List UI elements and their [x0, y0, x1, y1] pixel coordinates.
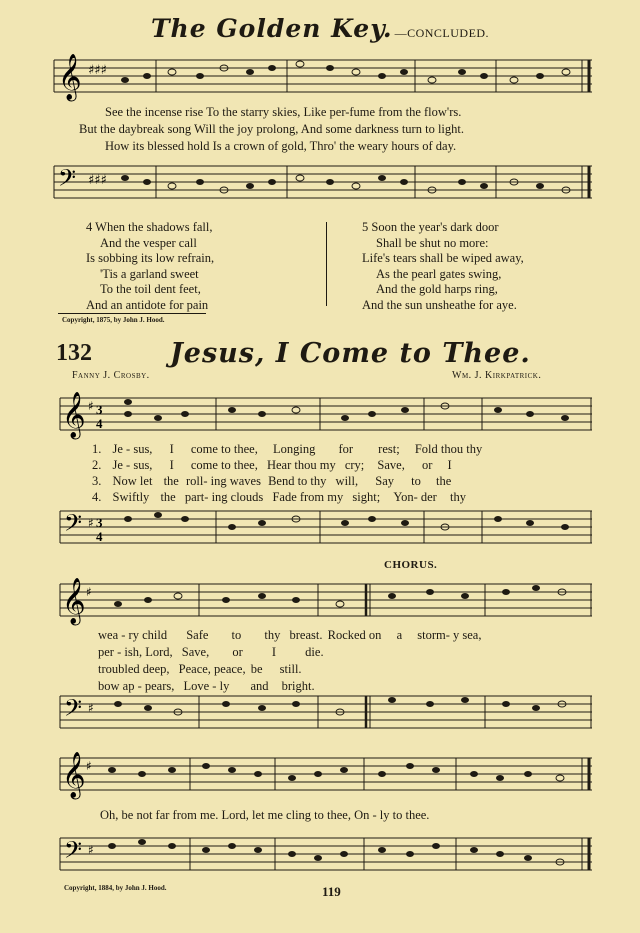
- lyric-word: I: [271, 645, 277, 659]
- key-signature-sharp-icon: ♯: [86, 585, 92, 599]
- lyric-word: sight;: [352, 490, 381, 504]
- treble-clef-icon: 𝄞: [62, 392, 86, 438]
- lyric-word: Hear thou my: [266, 458, 336, 472]
- lyric-word: 2.: [92, 458, 102, 472]
- lyric-word: or: [421, 458, 433, 472]
- lyric-word: for: [338, 442, 354, 456]
- stanza-4: [86, 220, 296, 313]
- verse-2-line: [92, 457, 482, 473]
- hymn-number: 132: [56, 340, 92, 366]
- key-signature-sharp-icon: ♯: [86, 759, 92, 773]
- top-lyric-line-3: How its blessed hold Is a crown of gold, Thro' the weary hours of day.: [105, 139, 457, 153]
- lyric-word: will,: [335, 474, 359, 488]
- lyric-word: be: [250, 662, 263, 676]
- svg-text:4: 4: [96, 416, 103, 431]
- top-hymn-title-suffix: —CONCLUDED.: [394, 26, 490, 40]
- hymn-composer: Wm. J. Kirkpatrick.: [452, 370, 542, 381]
- stanza-line: As the pearl gates swing,: [376, 266, 502, 281]
- key-signature-sharp-icon: ♯: [88, 399, 94, 413]
- stanza-line: And the sun unsheathe for aye.: [362, 297, 517, 312]
- lyric-word: wea - ry child: [98, 628, 168, 642]
- bass-clef-icon: 𝄢: [64, 836, 83, 869]
- system1-treble-staff: [0, 392, 640, 442]
- system3-treble-staff: [0, 752, 640, 802]
- lyric-word: Je - sus,: [112, 458, 153, 472]
- lyric-word: Yon- der: [393, 490, 437, 504]
- stanza-line: 'Tis a garland sweet: [100, 266, 199, 281]
- lyric-word: die.: [305, 645, 324, 659]
- system1-lyrics: [92, 441, 482, 505]
- lyric-word: the: [160, 490, 176, 504]
- stanza-line: To the toil dent feet,: [100, 282, 201, 296]
- lyric-word: Longing: [272, 442, 316, 456]
- lyric-word: Now let: [112, 474, 153, 488]
- bass-clef-icon: 𝄢: [64, 694, 83, 727]
- verse-4-line: [92, 489, 482, 505]
- lyric-word: 3.: [92, 474, 102, 488]
- lyric-word: Bend to thy: [268, 474, 327, 488]
- key-signature-sharp-icon: ♯: [88, 843, 94, 857]
- lyric-word: bow ap - pears,: [98, 679, 175, 693]
- key-signature-sharp-icon: ♯♯♯: [88, 63, 107, 78]
- notes: [121, 61, 570, 83]
- treble-clef-icon: 𝄞: [62, 752, 86, 798]
- lyric-word: the: [435, 474, 452, 488]
- lyric-word: I: [169, 458, 174, 472]
- lyric-word: a: [396, 628, 403, 642]
- verse-3-line: [92, 473, 482, 489]
- top-copyright: Copyright, 1875, by John J. Hood.: [62, 316, 165, 324]
- lyric-word: bright.: [281, 679, 315, 693]
- stanza-line: 5 Soon the year's dark door: [362, 220, 499, 234]
- stanza-line: And the gold harps ring,: [376, 282, 498, 296]
- treble-clef-icon: 𝄞: [58, 54, 82, 100]
- key-signature-sharp-icon: ♯♯♯: [88, 173, 107, 188]
- lyric-word: thy: [449, 490, 466, 504]
- bass-clef-icon: 𝄢: [64, 509, 83, 542]
- page-number: 119: [322, 884, 341, 899]
- verse-1-line: [98, 627, 481, 644]
- key-signature-sharp-icon: ♯: [88, 516, 94, 530]
- stanza-line: Shall be shut no more:: [376, 235, 489, 250]
- system2-treble-staff: [0, 578, 640, 628]
- hymn-title: Jesus, I Come to Thee.: [170, 338, 531, 369]
- lyric-word: I: [169, 442, 174, 456]
- lyric-word: Peace, peace,: [178, 662, 246, 676]
- lyric-word: Rocked on: [327, 628, 382, 642]
- lyric-word: I: [447, 458, 452, 472]
- lyric-word: rest;: [378, 442, 400, 456]
- system1-bass-staff: [0, 505, 640, 555]
- time-signature-3-4: 3: [96, 402, 103, 417]
- lyric-word: 4.: [92, 490, 102, 504]
- svg-text:4: 4: [96, 529, 103, 544]
- lyric-word: Fold thou thy: [414, 442, 483, 456]
- stanza-line: Life's tears shall be wiped away,: [362, 251, 524, 265]
- top-hymn-title: The Golden Key.: [150, 14, 393, 43]
- stanza-line: 4 When the shadows fall,: [86, 220, 213, 234]
- stanza-5: [362, 220, 592, 313]
- lyric-word: 1.: [92, 442, 102, 456]
- top-lyric-line-1: See the incense rise To the starry skies, Like per-fume from the flow'rs.: [105, 105, 462, 119]
- lyric-word: Save,: [377, 458, 405, 472]
- system3-lyric: Oh, be not far from me. Lord, let me cling to thee, On - ly to thee.: [100, 808, 430, 822]
- lyric-word: to: [231, 628, 242, 642]
- staff-lines: [54, 60, 592, 92]
- lyric-word: Safe: [186, 628, 209, 642]
- top-lyric-line-2: But the daybreak song Will the joy prolong, And some darkness turn to light.: [79, 122, 464, 136]
- lyric-word: Fade from my: [272, 490, 344, 504]
- lyric-word: cry;: [344, 458, 365, 472]
- lyric-word: Je - sus,: [112, 442, 153, 456]
- time-signature-3-4: 3: [96, 515, 103, 530]
- top-title-row: [0, 14, 640, 43]
- lyric-word: Say: [375, 474, 394, 488]
- lyric-word: troubled deep,: [98, 662, 170, 676]
- stanza-line: And an antidote for pain: [86, 297, 209, 312]
- treble-clef-icon: 𝄞: [62, 578, 86, 624]
- lyric-word: Love - ly: [183, 679, 230, 693]
- copyright-rule: [58, 313, 206, 314]
- lyric-word: roll- ing waves: [185, 474, 261, 488]
- lyric-word: come to thee,: [190, 458, 258, 472]
- lyric-word: to: [411, 474, 421, 488]
- verse-1-line: [92, 441, 482, 457]
- hymn-author: Fanny J. Crosby.: [72, 370, 150, 381]
- bottom-copyright: Copyright, 1884, by John J. Hood.: [64, 884, 167, 892]
- stanza-line: And the vesper call: [100, 235, 197, 250]
- system2-lyrics: [98, 627, 481, 695]
- lyric-word: per - ish, Lord,: [98, 645, 173, 659]
- lyric-word: Save,: [181, 645, 210, 659]
- stanza-line: Is sobbing its low refrain,: [86, 251, 215, 265]
- lyric-word: Swiftly: [112, 490, 150, 504]
- system3-bass-staff: [0, 832, 640, 882]
- lyric-word: or: [232, 645, 243, 659]
- bass-clef-icon: 𝄢: [58, 164, 77, 197]
- system2-bass-staff: [0, 690, 640, 740]
- lyric-word: come to thee,: [190, 442, 258, 456]
- verse-3-line: [98, 661, 481, 678]
- top-bass-staff: [0, 160, 640, 220]
- verse-2-line: [98, 644, 481, 661]
- lyric-word: storm- y sea,: [417, 628, 482, 642]
- stanza-divider: [326, 222, 327, 306]
- lyric-word: still.: [279, 662, 302, 676]
- key-signature-sharp-icon: ♯: [88, 701, 94, 715]
- lyric-word: the: [163, 474, 179, 488]
- lyric-word: thy: [264, 628, 281, 642]
- chorus-label: CHORUS.: [384, 559, 438, 571]
- lyric-word: and: [250, 679, 269, 693]
- lyric-word: breast.: [289, 628, 323, 642]
- lyric-word: part- ing clouds: [184, 490, 264, 504]
